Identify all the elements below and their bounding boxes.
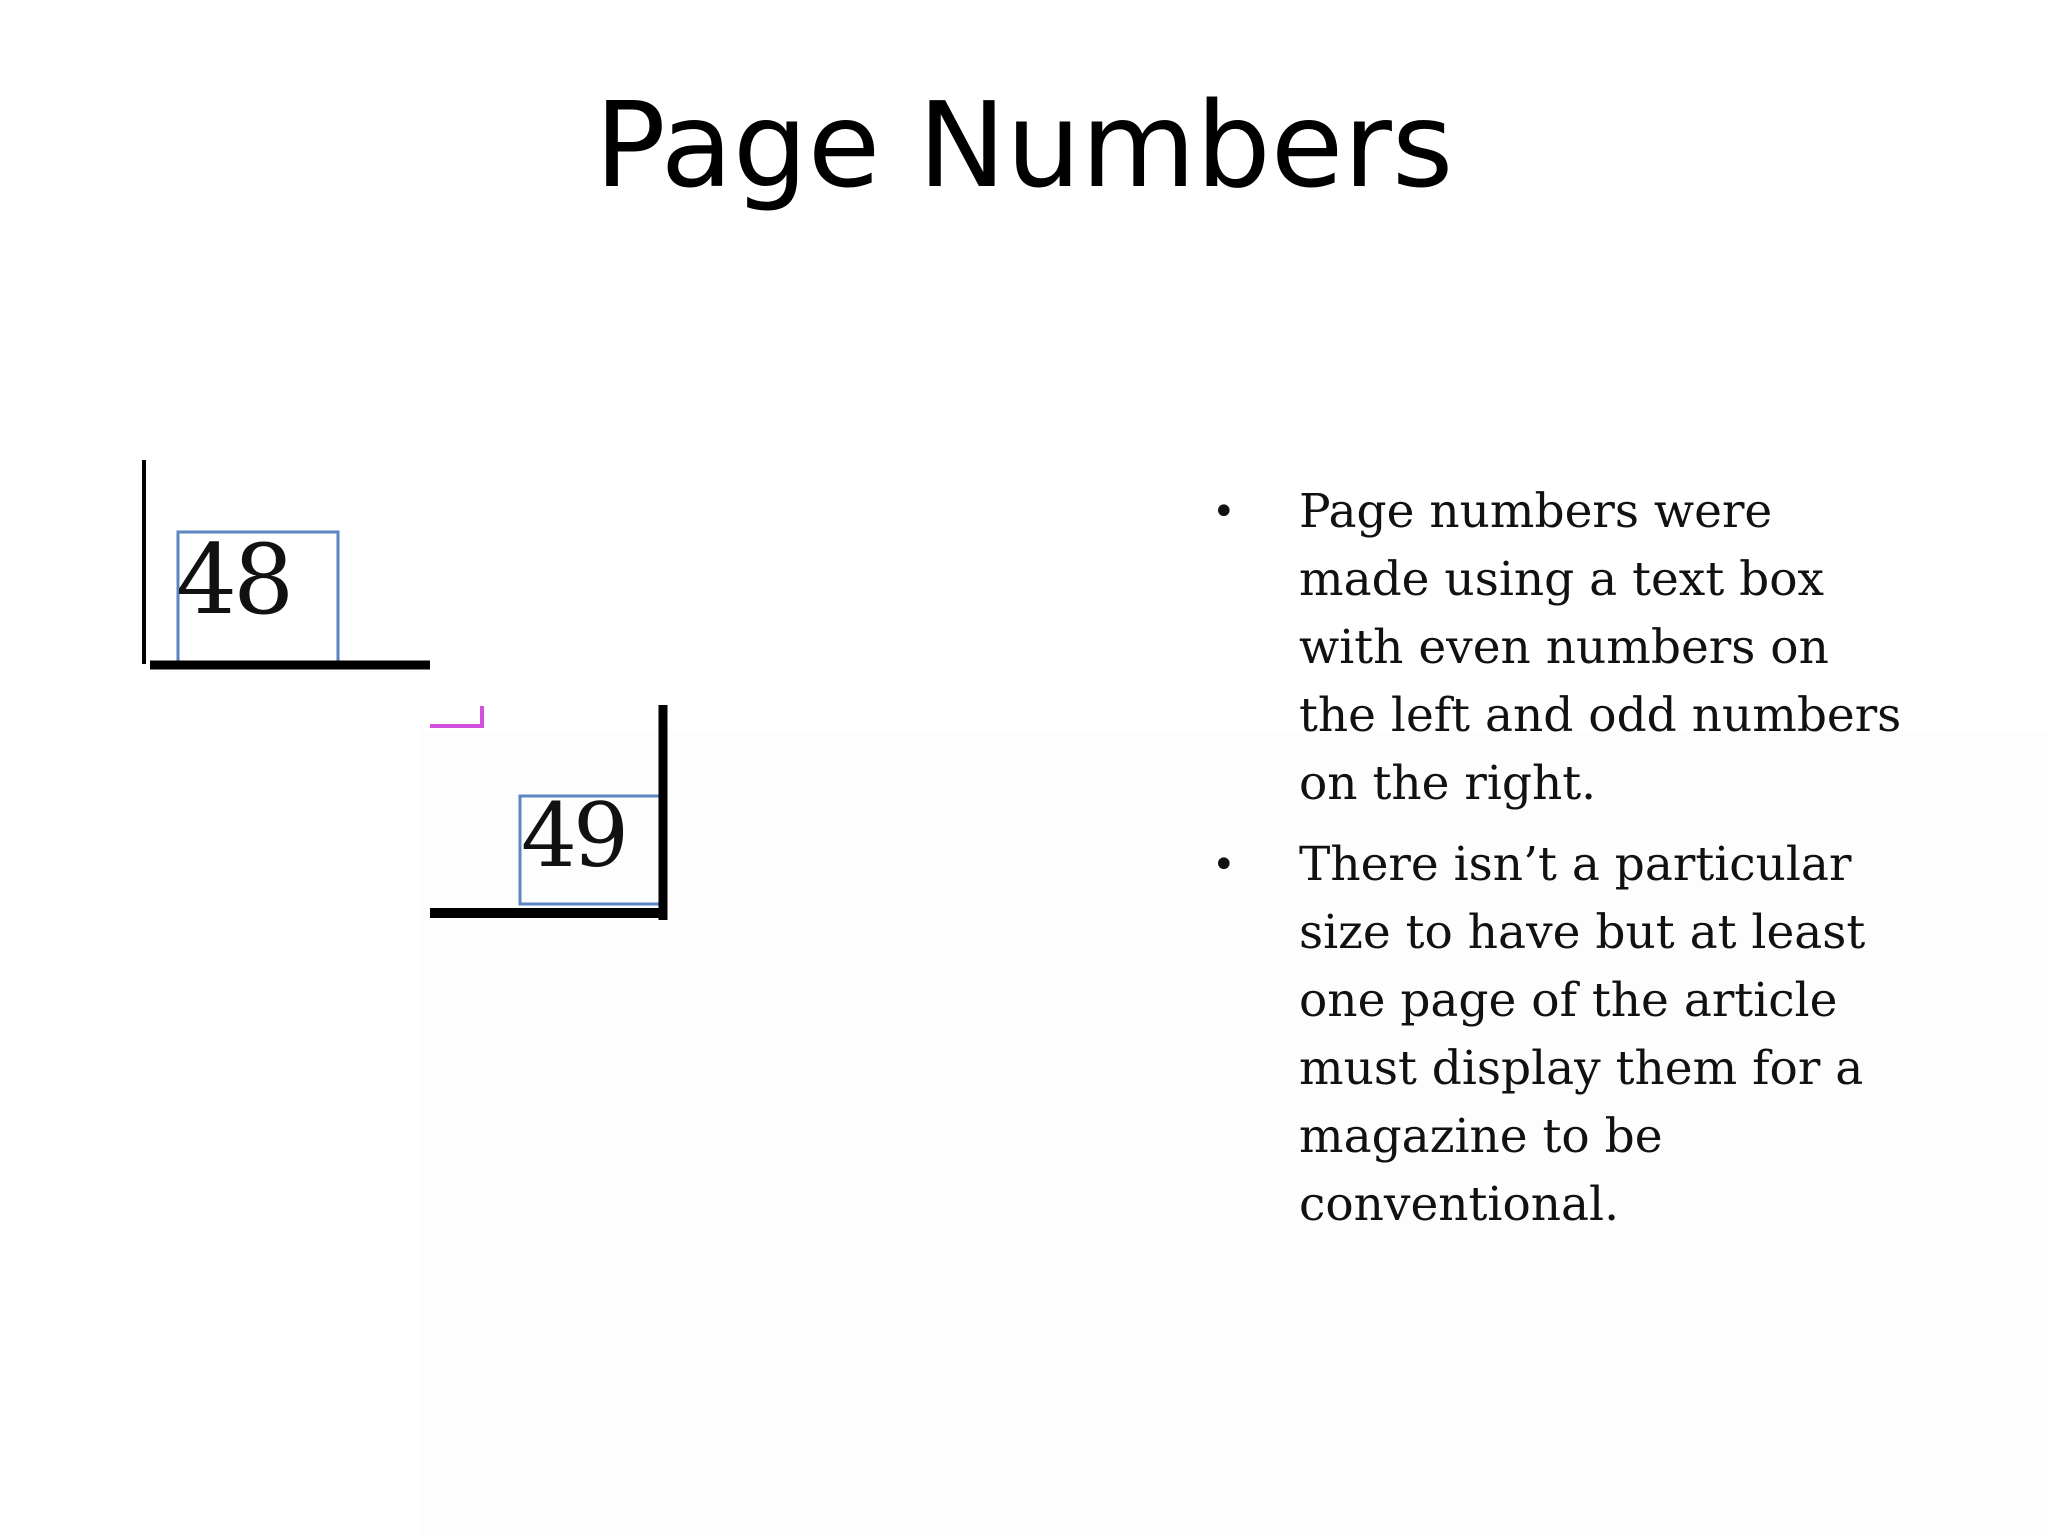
bullet-item (1212, 478, 1912, 818)
crop-mark (430, 706, 482, 726)
bullet-item (1212, 831, 1912, 1239)
bullet-marker: • (1212, 842, 1236, 888)
left-page-number: 48 (176, 524, 291, 636)
bullet-text: Page numbers were made using a text box with even numbers on the left and odd numbers on the right. (1299, 484, 1902, 811)
slide-title: Page Numbers (594, 76, 1454, 214)
bullet-list (1212, 478, 1912, 1252)
right-page-number: 49 (521, 784, 625, 887)
bullet-text: There isn’t a particular size to have but at least one page of the article must display them for a magazine to be conventional. (1299, 837, 1866, 1232)
bullet-marker: • (1212, 489, 1236, 535)
